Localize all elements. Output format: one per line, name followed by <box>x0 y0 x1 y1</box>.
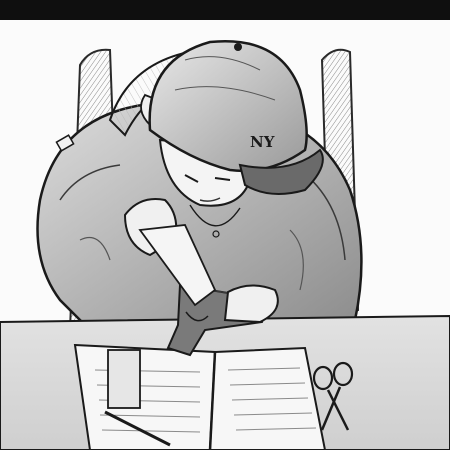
cap-logo: NY <box>250 133 275 151</box>
cap-button <box>234 43 242 51</box>
sketch-canvas <box>0 20 450 450</box>
top-black-bar <box>0 0 450 20</box>
pencil-sketch <box>0 20 450 450</box>
right-hand <box>225 285 278 322</box>
book <box>75 345 325 450</box>
cut-out-slot <box>108 350 140 408</box>
